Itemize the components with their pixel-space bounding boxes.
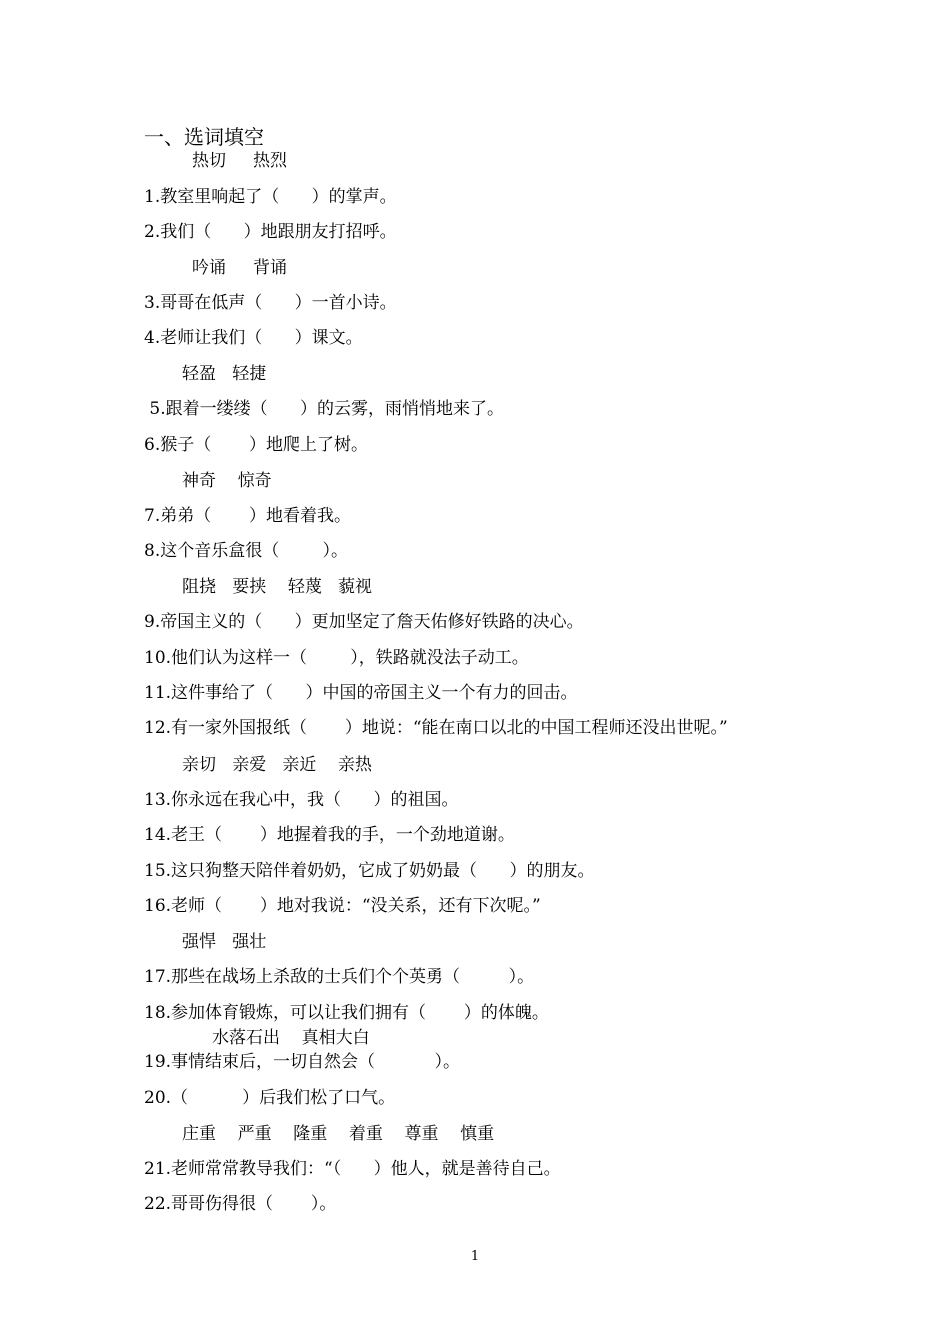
question-item-2: 2.我们（ ）地跟朋友打招呼。 [144, 222, 397, 242]
question-item-21: 21.老师常常教导我们：“（ ）他人，就是善待自己。 [144, 1159, 561, 1179]
word-group-2: 吟诵 背诵 [192, 258, 288, 278]
question-item-15: 15.这只狗整天陪伴着奶奶，它成了奶奶最（ ）的朋友。 [144, 861, 595, 881]
question-item-20: 20.（ ）后我们松了口气。 [144, 1088, 396, 1108]
question-item-12: 12.有一家外国报纸（ ）地说：“能在南口以北的中国工程师还没出世呢。” [144, 718, 728, 738]
question-item-16: 16.老师（ ）地对我说：“没关系，还有下次呢。” [144, 896, 541, 916]
question-item-19: 19.事情结束后，一切自然会（ ）。 [144, 1052, 460, 1072]
question-item-7: 7.弟弟（ ）地看着我。 [144, 506, 352, 526]
word-group-8: 水落石出 真相大白 [212, 1028, 370, 1048]
question-item-6: 6.猴子（ ）地爬上了树。 [144, 435, 369, 455]
word-group-7: 强悍 强壮 [182, 932, 267, 952]
word-group-1: 热切 热烈 [192, 151, 288, 171]
question-item-1: 1.教室里响起了（ ）的掌声。 [144, 187, 397, 207]
question-item-3: 3.哥哥在低声（ ）一首小诗。 [144, 293, 397, 313]
question-item-13: 13.你永远在我心中，我（ ）的祖国。 [144, 790, 459, 810]
question-item-14: 14.老王（ ）地握着我的手，一个劲地道谢。 [144, 825, 515, 845]
word-group-4: 神奇 惊奇 [182, 471, 272, 491]
word-group-9: 庄重 严重 隆重 着重 尊重 慎重 [182, 1124, 495, 1144]
section-title: 一、选词填空 [144, 125, 264, 149]
question-item-4: 4.老师让我们（ ）课文。 [144, 328, 363, 348]
question-item-10: 10.他们认为这样一（ ），铁路就没法子动工。 [144, 648, 529, 668]
question-item-22: 22.哥哥伤得很（ ）。 [144, 1194, 337, 1214]
question-item-18: 18.参加体育锻炼，可以让我们拥有（ ）的体魄。 [144, 1003, 549, 1023]
question-item-5: 5.跟着一缕缕（ ）的云雾，雨悄悄地来了。 [144, 399, 505, 419]
word-group-5: 阻挠 要挟 轻蔑 藐视 [182, 577, 373, 597]
page-number: 1 [470, 1249, 480, 1264]
question-item-9: 9.帝国主义的（ ）更加坚定了詹天佑修好铁路的决心。 [144, 612, 584, 632]
question-item-17: 17.那些在战场上杀敌的士兵们个个英勇（ ）。 [144, 967, 535, 987]
word-group-6: 亲切 亲爱 亲近 亲热 [182, 755, 373, 775]
word-group-3: 轻盈 轻捷 [182, 364, 267, 384]
question-item-11: 11.这件事给了（ ）中国的帝国主义一个有力的回击。 [144, 683, 578, 703]
question-item-8: 8.这个音乐盒很（ ）。 [144, 541, 348, 561]
